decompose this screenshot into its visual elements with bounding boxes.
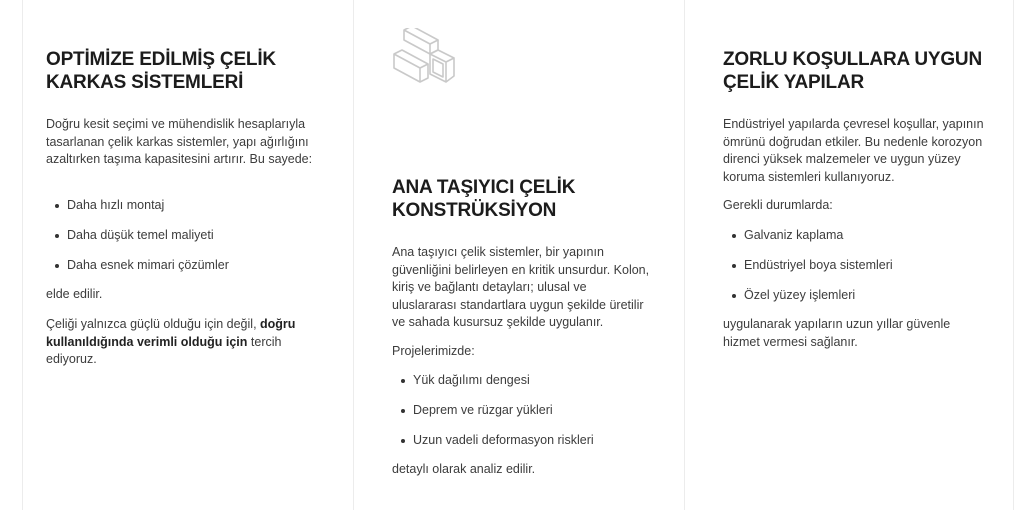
column-title — [392, 176, 654, 222]
column-title — [46, 48, 336, 94]
column-outro: uygulanarak yapıların uzun yıllar güvenle hizmet vermesi sağlanır. — [723, 317, 951, 349]
column-title-line: OPTİMİZE EDİLMİŞ ÇELİK — [46, 49, 276, 70]
feature-list — [723, 227, 993, 305]
column-intro: Endüstriyel yapılarda çevresel koşullar, yapının ömrünü doğrudan etkiler. Bu nedenle korozyon direnci yüksek malzemeler ve uygun yüzey koruma sistemleri kullanıyoruz. — [723, 117, 984, 184]
steel-beams-icon — [392, 28, 458, 94]
list-item: Daha hızlı montaj — [46, 197, 316, 215]
list-item: Özel yüzey işlemleri — [723, 287, 993, 305]
column-intro: Doğru kesit seçimi ve mühendislik hesaplarıyla tasarlanan çelik karkas sistemler, yapı ağırlığını azaltırken taşıma kapasitesini artırır. Bu sayede: — [46, 117, 313, 166]
column-lead: Gerekli durumlarda: — [723, 198, 833, 212]
column-lead: Projelerimizde: — [392, 344, 475, 358]
column-closing — [46, 316, 308, 369]
column-divider — [684, 0, 685, 510]
list-item: Galvaniz kaplama — [723, 227, 993, 245]
list-item: Endüstriyel boya sistemleri — [723, 257, 993, 275]
closing-text: Çeliği yalnızca güçlü olduğu için değil, — [46, 317, 261, 331]
column-title — [723, 48, 1003, 94]
column-outro: detaylı olarak analiz edilir. — [392, 462, 536, 476]
column-title-line: KARKAS SİSTEMLERİ — [46, 72, 244, 93]
closing-text: tercih ediyoruz. — [46, 334, 282, 366]
column-outro: elde edilir. — [46, 287, 103, 301]
column-title-line: ANA TAŞIYICI ÇELİK — [392, 177, 576, 198]
column-divider — [1013, 0, 1014, 510]
feature-list — [392, 372, 654, 450]
column-title-line: ZORLU KOŞULLARA UYGUN — [723, 49, 982, 70]
list-item: Yük dağılımı dengesi — [392, 372, 654, 390]
column-divider — [353, 0, 354, 510]
list-item: Daha düşük temel maliyeti — [46, 227, 316, 245]
feature-list — [46, 197, 316, 275]
list-item: Deprem ve rüzgar yükleri — [392, 402, 654, 420]
list-item: Daha esnek mimari çözümler — [46, 257, 316, 275]
list-item: Uzun vadeli deformasyon riskleri — [392, 432, 654, 450]
column-intro: Ana taşıyıcı çelik sistemler, bir yapının güvenliğini belirleyen en kritik unsurdur. Kolon, kiriş ve bağlantı detayları; ulusal ve uluslararası standartlara uygun şekilde üretilir ve sahada kusursuz şekilde uygulanır. — [392, 245, 650, 329]
column-divider — [22, 0, 23, 510]
column-title-line: KONSTRÜKSİYON — [392, 200, 557, 221]
closing-emphasis: doğru kullanıldığında verimli olduğu için — [46, 317, 296, 349]
column-title-line: ÇELİK YAPILAR — [723, 72, 864, 93]
